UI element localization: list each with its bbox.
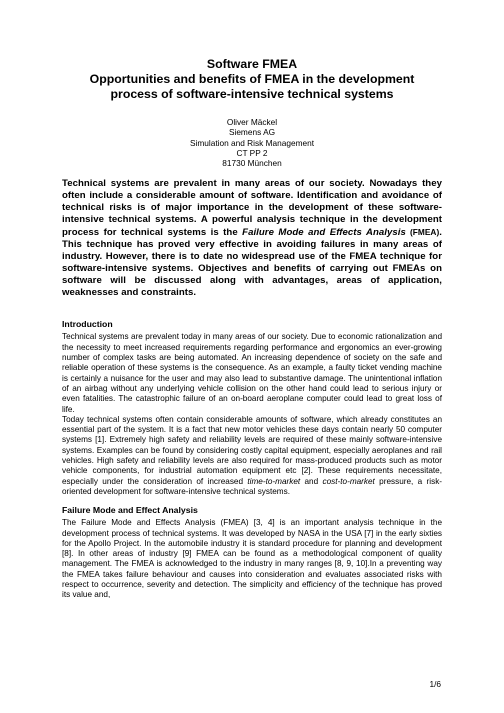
author-name: Oliver Mäckel bbox=[226, 117, 278, 127]
author-department: Simulation and Risk Management bbox=[189, 137, 315, 148]
abstract-text-1: Technical systems are prevalent in many areas of our society. Nowadays they often include a considerable amount of software. Identification and avoidance of technical risks is of major importance in the development of these software-intensive technical systems. A powerful analysis technique in the development process for technical systems is the bbox=[62, 178, 442, 239]
author-unit: CT PP 2 bbox=[236, 147, 268, 158]
intro-p2-emphasis-1: time-to-market bbox=[247, 476, 301, 486]
author-address: 81730 München bbox=[222, 158, 282, 169]
intro-p2-text-1: Today technical systems often contain considerable amounts of software, which already constitutes an essential part of the system. It is a fact that new motor vehicles these days contain nearly 50 computer systems [1]. Extremely high safety and reliability levels are required of these mainly software-intensive systems. Examples can be found by considering costly capital equipment, especially aeroplanes and rail vehicles. High safety and reliability levels are also required for mass-produced products such as motor vehicle components, for industrial automation equipment etc [2]. These requirements necessitate, especially under the consideration of increased bbox=[62, 414, 442, 486]
intro-p2-text-mid: and bbox=[300, 476, 323, 486]
page-number: 1/6 bbox=[429, 679, 441, 689]
abstract bbox=[62, 178, 442, 299]
author-block bbox=[62, 117, 442, 168]
title-line-2: Opportunities and benefits of FMEA in the development bbox=[89, 72, 415, 86]
intro-p2-emphasis-2: cost-to-market bbox=[322, 476, 375, 486]
abstract-abbreviation: (FMEA) bbox=[405, 227, 440, 238]
title-line-3: process of software-intensive technical systems bbox=[110, 87, 394, 101]
abstract-text-2: . This technique has proved very effective in avoiding failures in many areas of industry. However, there is to date no widespread use of the FMEA technique for software-intensive systems. Objectives and benefits of carrying out FMEAs on software will be discussed along with advantages, areas of application, weaknesses and constraints. bbox=[62, 227, 443, 299]
abstract-emphasis: Failure Mode and Effects Analysis bbox=[242, 227, 406, 239]
author-company: Siemens AG bbox=[228, 127, 276, 138]
section-heading-fmea: Failure Mode and Effect Analysis bbox=[62, 505, 198, 516]
intro-paragraph-2 bbox=[62, 415, 442, 497]
intro-paragraph-1: Technical systems are prevalent today in many areas of our society. Due to economic rationalization and the necessity to meet increased requirements regarding performance and ergonomics an ever-growing number of complex tasks are being automated. An increasing dependence of society on the safe and reliable operation of these systems is the consequence. As an example, a faulty ticket vending machine is certainly a nuisance for the user and may also lead to substantive damage. The unintentional inflation of an airbag without any underlying vehicle collision on the other hand could lead to serious injury or even fatalities. The catastrophic failure of an on-board aeroplane computer could lead to great loss of life. bbox=[62, 332, 442, 414]
fmea-paragraph-1: The Failure Mode and Effects Analysis (FMEA) [3, 4] is an important analysis technique in the development process of technical systems. It was developed by NASA in the USA [7] in the early sixties for the Apollo Project. In the automobile industry it is standard procedure for planning and development [8]. In other areas of industry [9] FMEA can be found as a methodological component of quality management. The FMEA is acknowledged to the industry in many ranges [8, 9, 10].In a preventing way the FMEA takes failure behaviour and causes into consideration and evaluates associated risks with respect to occurrence, severity and detection. The simplicity and efficiency of the technique has proved its value and, bbox=[62, 518, 442, 600]
intro-p2-text-2: pressure, a risk-oriented development for software-intensive technical systems. bbox=[62, 476, 443, 496]
title-line-1: Software FMEA bbox=[206, 57, 298, 71]
section-heading-introduction: Introduction bbox=[62, 319, 113, 330]
